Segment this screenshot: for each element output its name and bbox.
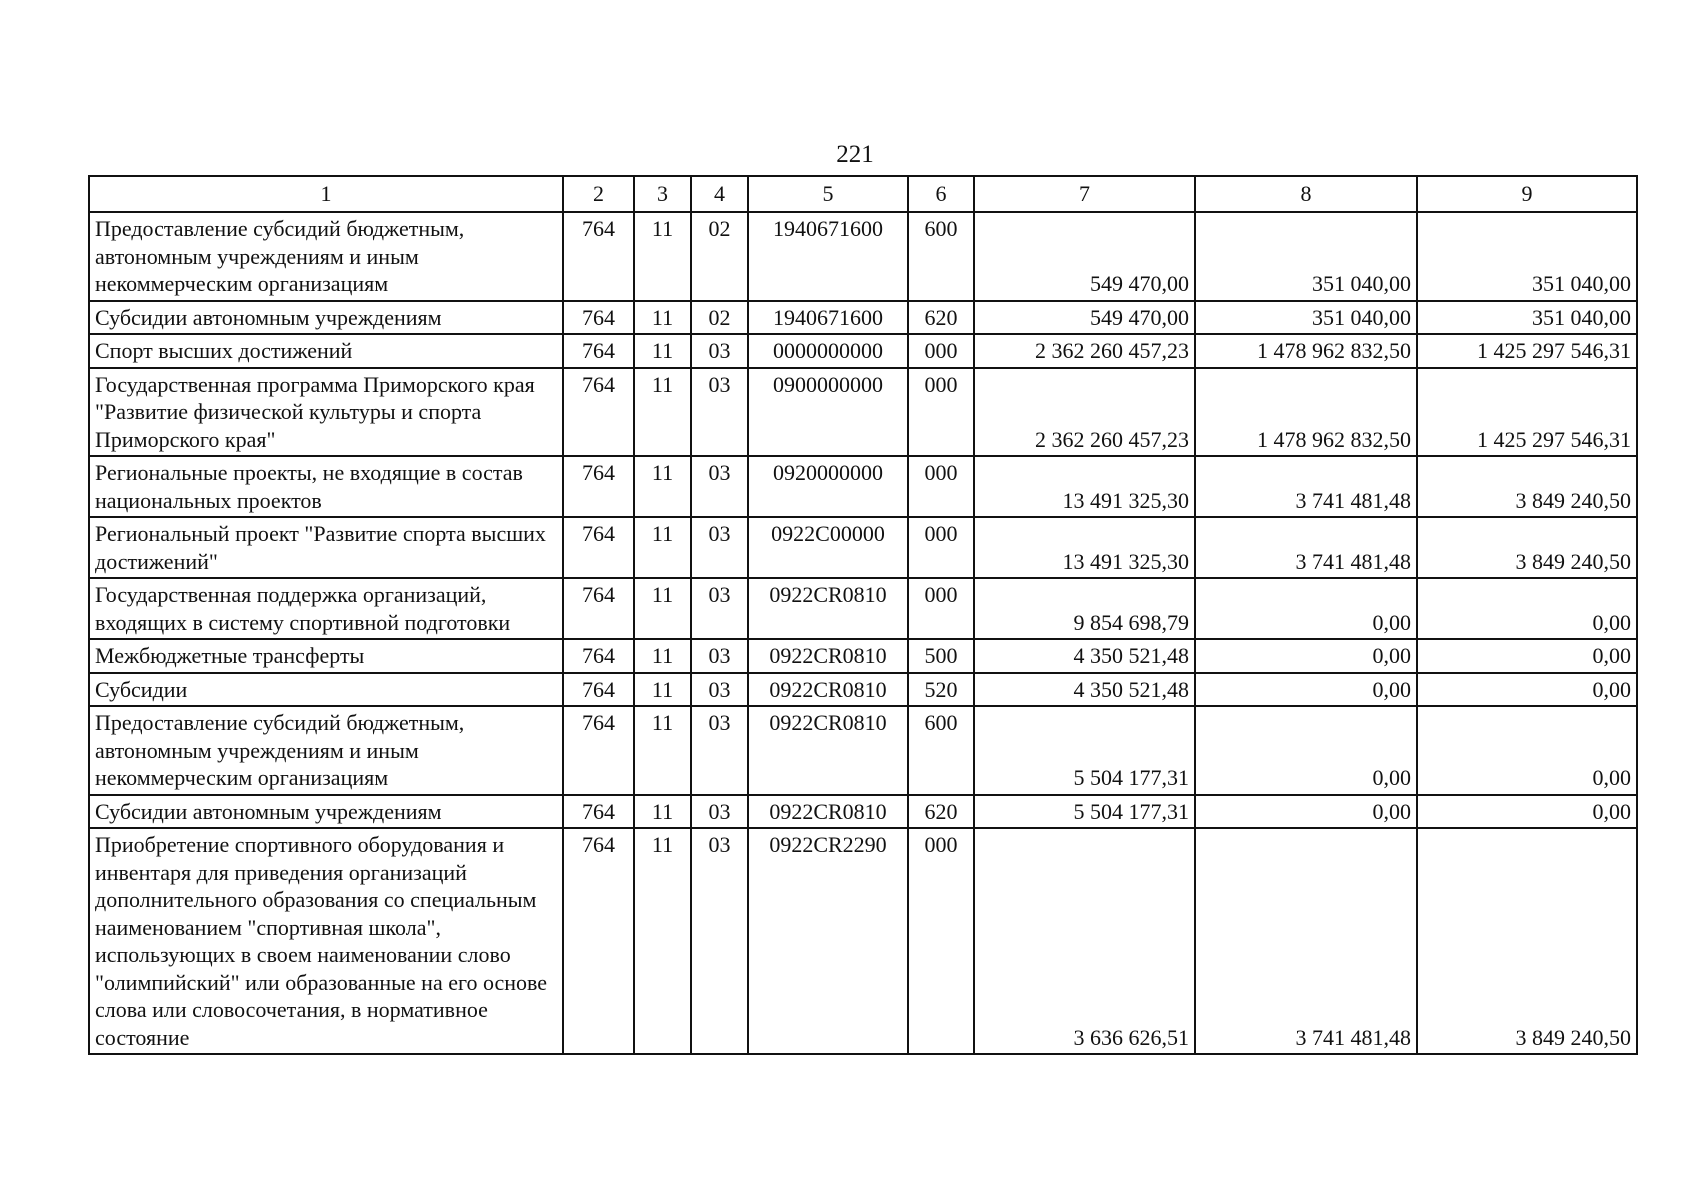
target-article-code: 0922CR0810 — [748, 795, 908, 829]
subsection-code: 03 — [691, 456, 748, 517]
expense-name: Региональные проекты, не входящие в состав национальных проектов — [89, 456, 563, 517]
table-row — [89, 795, 1637, 829]
column-header-1: 1 — [89, 176, 563, 212]
amount-col9: 0,00 — [1417, 795, 1637, 829]
subsection-code: 03 — [691, 368, 748, 457]
column-header-8: 8 — [1195, 176, 1417, 212]
amount-col7: 4 350 521,48 — [974, 673, 1195, 707]
expense-type-code: 500 — [908, 639, 974, 673]
header-row — [89, 176, 1637, 212]
expense-name: Региональный проект "Развитие спорта высших достижений" — [89, 517, 563, 578]
expense-name: Межбюджетные трансферты — [89, 639, 563, 673]
table-row — [89, 456, 1637, 517]
section-code: 11 — [634, 334, 691, 368]
expense-type-code: 600 — [908, 212, 974, 301]
target-article-code: 0922CR0810 — [748, 706, 908, 795]
expense-type-code: 000 — [908, 517, 974, 578]
section-code: 11 — [634, 517, 691, 578]
target-article-code: 0922C00000 — [748, 517, 908, 578]
ministry-code: 764 — [563, 578, 634, 639]
amount-col9: 3 849 240,50 — [1417, 828, 1637, 1054]
expense-name: Субсидии автономным учреждениям — [89, 795, 563, 829]
target-article-code: 0920000000 — [748, 456, 908, 517]
target-article-code: 0922CR0810 — [748, 578, 908, 639]
amount-col8: 3 741 481,48 — [1195, 828, 1417, 1054]
amount-col7: 549 470,00 — [974, 301, 1195, 335]
amount-col9: 0,00 — [1417, 639, 1637, 673]
target-article-code: 0900000000 — [748, 368, 908, 457]
expense-name: Спорт высших достижений — [89, 334, 563, 368]
column-header-9: 9 — [1417, 176, 1637, 212]
amount-col9: 0,00 — [1417, 578, 1637, 639]
ministry-code: 764 — [563, 517, 634, 578]
table-row — [89, 368, 1637, 457]
page-number: 221 — [836, 141, 874, 168]
target-article-code: 0922CR2290 — [748, 828, 908, 1054]
ministry-code: 764 — [563, 639, 634, 673]
expense-type-code: 520 — [908, 673, 974, 707]
amount-col7: 5 504 177,31 — [974, 795, 1195, 829]
amount-col8: 1 478 962 832,50 — [1195, 368, 1417, 457]
subsection-code: 02 — [691, 212, 748, 301]
amount-col8: 0,00 — [1195, 673, 1417, 707]
amount-col8: 3 741 481,48 — [1195, 456, 1417, 517]
subsection-code: 03 — [691, 639, 748, 673]
table-row — [89, 828, 1637, 1054]
section-code: 11 — [634, 456, 691, 517]
expense-name: Государственная программа Приморского края "Развитие физической культуры и спорта Приморского края" — [89, 368, 563, 457]
amount-col8: 0,00 — [1195, 639, 1417, 673]
expense-name: Государственная поддержка организаций, входящих в систему спортивной подготовки — [89, 578, 563, 639]
amount-col9: 0,00 — [1417, 706, 1637, 795]
section-code: 11 — [634, 828, 691, 1054]
amount-col9: 3 849 240,50 — [1417, 517, 1637, 578]
table-row — [89, 673, 1637, 707]
amount-col7: 13 491 325,30 — [974, 456, 1195, 517]
subsection-code: 03 — [691, 517, 748, 578]
target-article-code: 0000000000 — [748, 334, 908, 368]
column-header-3: 3 — [634, 176, 691, 212]
amount-col8: 3 741 481,48 — [1195, 517, 1417, 578]
ministry-code: 764 — [563, 212, 634, 301]
table-row — [89, 578, 1637, 639]
ministry-code: 764 — [563, 456, 634, 517]
amount-col7: 549 470,00 — [974, 212, 1195, 301]
column-header-5: 5 — [748, 176, 908, 212]
section-code: 11 — [634, 368, 691, 457]
amount-col7: 2 362 260 457,23 — [974, 334, 1195, 368]
amount-col9: 351 040,00 — [1417, 301, 1637, 335]
amount-col7: 9 854 698,79 — [974, 578, 1195, 639]
table-row — [89, 639, 1637, 673]
section-code: 11 — [634, 706, 691, 795]
amount-col8: 351 040,00 — [1195, 212, 1417, 301]
amount-col7: 4 350 521,48 — [974, 639, 1195, 673]
amount-col7: 2 362 260 457,23 — [974, 368, 1195, 457]
subsection-code: 02 — [691, 301, 748, 335]
amount-col8: 1 478 962 832,50 — [1195, 334, 1417, 368]
expense-type-code: 620 — [908, 795, 974, 829]
subsection-code: 03 — [691, 673, 748, 707]
section-code: 11 — [634, 673, 691, 707]
amount-col9: 351 040,00 — [1417, 212, 1637, 301]
ministry-code: 764 — [563, 301, 634, 335]
ministry-code: 764 — [563, 795, 634, 829]
amount-col8: 0,00 — [1195, 706, 1417, 795]
expense-name: Приобретение спортивного оборудования и инвентаря для приведения организаций дополнительного образования со специальным наименованием "спортивная школа", использующих в своем наименовании слово "олимпийский" или образованные на его основе слова или словосочетания, в нормативное состояние — [89, 828, 563, 1054]
ministry-code: 764 — [563, 706, 634, 795]
section-code: 11 — [634, 578, 691, 639]
expense-type-code: 000 — [908, 368, 974, 457]
amount-col8: 351 040,00 — [1195, 301, 1417, 335]
target-article-code: 1940671600 — [748, 212, 908, 301]
expense-name: Предоставление субсидий бюджетным, автономным учреждениям и иным некоммерческим организациям — [89, 706, 563, 795]
table-row — [89, 334, 1637, 368]
amount-col8: 0,00 — [1195, 578, 1417, 639]
section-code: 11 — [634, 212, 691, 301]
table-row — [89, 517, 1637, 578]
table-row — [89, 301, 1637, 335]
section-code: 11 — [634, 795, 691, 829]
expense-type-code: 000 — [908, 334, 974, 368]
amount-col9: 1 425 297 546,31 — [1417, 368, 1637, 457]
column-header-6: 6 — [908, 176, 974, 212]
amount-col8: 0,00 — [1195, 795, 1417, 829]
amount-col7: 13 491 325,30 — [974, 517, 1195, 578]
column-header-7: 7 — [974, 176, 1195, 212]
ministry-code: 764 — [563, 334, 634, 368]
table-row — [89, 212, 1637, 301]
target-article-code: 0922CR0810 — [748, 673, 908, 707]
target-article-code: 0922CR0810 — [748, 639, 908, 673]
expense-type-code: 000 — [908, 578, 974, 639]
amount-col9: 1 425 297 546,31 — [1417, 334, 1637, 368]
expense-type-code: 000 — [908, 456, 974, 517]
subsection-code: 03 — [691, 578, 748, 639]
section-code: 11 — [634, 639, 691, 673]
ministry-code: 764 — [563, 828, 634, 1054]
section-code: 11 — [634, 301, 691, 335]
subsection-code: 03 — [691, 334, 748, 368]
amount-col9: 3 849 240,50 — [1417, 456, 1637, 517]
expense-name: Субсидии — [89, 673, 563, 707]
column-header-2: 2 — [563, 176, 634, 212]
subsection-code: 03 — [691, 795, 748, 829]
table-row — [89, 706, 1637, 795]
ministry-code: 764 — [563, 368, 634, 457]
expense-type-code: 620 — [908, 301, 974, 335]
expense-type-code: 600 — [908, 706, 974, 795]
amount-col9: 0,00 — [1417, 673, 1637, 707]
expense-name: Предоставление субсидий бюджетным, автономным учреждениям и иным некоммерческим организациям — [89, 212, 563, 301]
expense-type-code: 000 — [908, 828, 974, 1054]
ministry-code: 764 — [563, 673, 634, 707]
amount-col7: 3 636 626,51 — [974, 828, 1195, 1054]
amount-col7: 5 504 177,31 — [974, 706, 1195, 795]
subsection-code: 03 — [691, 706, 748, 795]
expense-name: Субсидии автономным учреждениям — [89, 301, 563, 335]
subsection-code: 03 — [691, 828, 748, 1054]
target-article-code: 1940671600 — [748, 301, 908, 335]
column-header-4: 4 — [691, 176, 748, 212]
budget-table — [88, 175, 1638, 1055]
